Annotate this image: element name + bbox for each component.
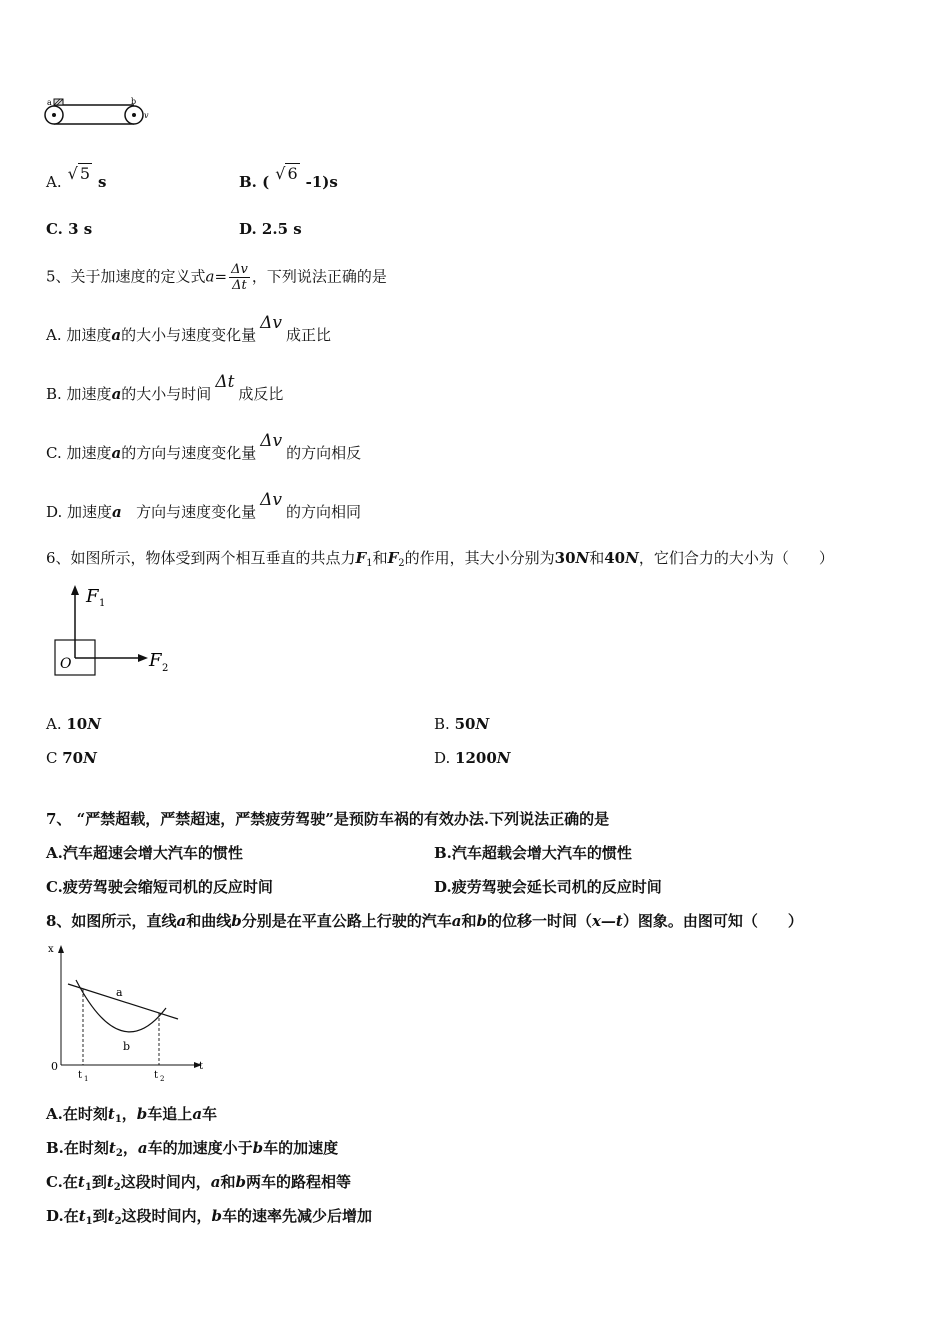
q7-stem: 7、 “严禁超载，严禁超速，严禁疲劳驾驶”是预防车祸的有效办法.下列说法正确的是	[46, 810, 610, 828]
force-diagram	[48, 580, 178, 680]
conveyor-belt-figure	[44, 96, 154, 130]
q5-formula-fraction: $\frac{\Delta v}{\Delta t}$	[231, 262, 248, 293]
q5-option-a[interactable]: A. 加速度a的大小与速度变化量Δv成正比	[46, 313, 332, 344]
q8-stem: 8、如图所示，直线a和曲线b分别是在平直公路上行驶的汽车a和b的位移一时间（x—t）图象。由图可知（ ）	[46, 912, 803, 930]
q6-option-c[interactable]: C 70N	[46, 749, 97, 767]
svg-text:F: F	[149, 650, 162, 671]
q4-option-a[interactable]: A. √ 5 s	[46, 164, 107, 191]
svg-text:x: x	[48, 944, 54, 955]
q5-option-d[interactable]: D. 加速度a 方向与速度变化量Δv的方向相同	[46, 490, 361, 521]
svg-text:2: 2	[160, 1075, 165, 1083]
svg-text:1: 1	[84, 1075, 89, 1083]
svg-text:0: 0	[51, 1060, 58, 1073]
xt-graph	[46, 942, 216, 1084]
q4-option-c[interactable]: C. 3 s	[46, 220, 93, 238]
q6-option-a[interactable]: A. 10N	[46, 715, 101, 733]
svg-text:F: F	[86, 586, 99, 607]
q8-option-a[interactable]: A.在时刻$t_1$，b车追上a车	[46, 1105, 218, 1125]
svg-text:t: t	[154, 1070, 159, 1081]
q6-option-d[interactable]: D. 1200N	[434, 749, 511, 767]
q7-option-a[interactable]: A.汽车超速会增大汽车的惯性	[46, 844, 243, 862]
belt-label-v: v	[144, 111, 149, 120]
svg-text:O: O	[60, 656, 72, 672]
q7-option-b[interactable]: B.汽车超载会增大汽车的惯性	[434, 844, 632, 862]
svg-text:1: 1	[99, 598, 106, 609]
q6-stem: 6、如图所示，物体受到两个相互垂直的共点力$F_1$和$F_2$的作用，其大小分别为30N和40N，它们合力的大小为（ ）	[46, 549, 834, 569]
q4-option-d[interactable]: D. 2.5 s	[239, 220, 302, 238]
svg-text:a: a	[116, 986, 123, 999]
q7-option-c[interactable]: C.疲劳驾驶会缩短司机的反应时间	[46, 878, 273, 896]
q4-option-b[interactable]: B. ( √ 6 -1)s	[239, 164, 338, 191]
q6-option-b[interactable]: B. 50N	[434, 715, 490, 733]
q5-option-b[interactable]: B. 加速度a的大小与时间Δt成反比	[46, 372, 284, 403]
q8-option-c[interactable]: C.在$t_1$到$t_2$这段时间内，a和b两车的路程相等	[46, 1173, 352, 1193]
q8-option-d[interactable]: D.在$t_1$到$t_2$这段时间内，b车的速率先减少后增加	[46, 1207, 373, 1227]
q5-stem: 5、关于加速度的定义式a= $\frac{\Delta v}{\Delta t}$ ，下列说法正确的是	[46, 262, 387, 293]
q8-option-b[interactable]: B.在时刻$t_2$，a车的加速度小于b车的加速度	[46, 1139, 339, 1159]
svg-text:t: t	[78, 1070, 83, 1081]
belt-label-a: a	[47, 98, 52, 107]
svg-text:2: 2	[162, 663, 169, 674]
q5-option-c[interactable]: C. 加速度a的方向与速度变化量Δv的方向相反	[46, 431, 362, 462]
q7-option-d[interactable]: D.疲劳驾驶会延长司机的反应时间	[434, 878, 662, 896]
svg-text:t: t	[199, 1061, 204, 1072]
svg-text:b: b	[123, 1040, 131, 1053]
belt-label-b: b	[131, 97, 137, 106]
